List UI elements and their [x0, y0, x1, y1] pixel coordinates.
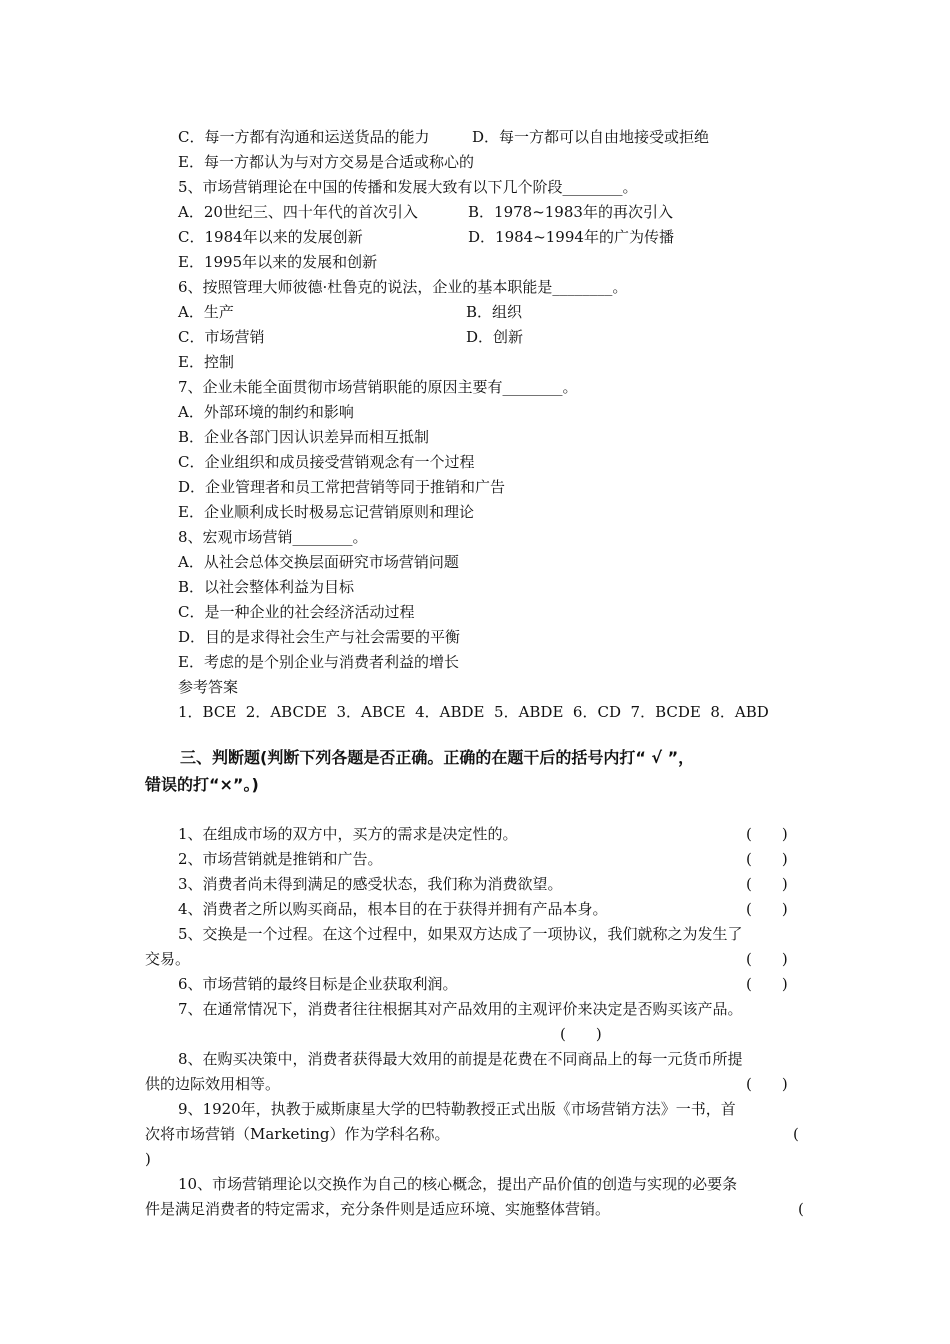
answer-bracket: ( )	[560, 1025, 602, 1043]
q6-stem: 6、按照管理大师彼德·杜鲁克的说法，企业的基本职能是________。	[178, 278, 628, 296]
answer-bracket: ( )	[746, 1075, 788, 1093]
judge-item-7: 7、在通常情况下，消费者往往根据其对产品效用的主观评价来决定是否购买该产品。	[178, 1000, 743, 1018]
q8-option-b: B．以社会整体利益为目标	[178, 578, 355, 596]
q8-option-d: D．目的是求得社会生产与社会需要的平衡	[178, 628, 461, 646]
q5-option-d: D．1984~1994年的广为传播	[468, 228, 674, 246]
answer-bracket: ( )	[746, 900, 788, 918]
open-paren: (	[793, 1125, 799, 1143]
judge-item-2: 2、市场营销就是推销和广告。	[178, 850, 383, 868]
q5-stem: 5、市场营销理论在中国的传播和发展大致有以下几个阶段________。	[178, 178, 638, 196]
judge-section-heading-line1: 三、判断题(判断下列各题是否正确。正确的在题干后的括号内打“ √ ”，	[180, 748, 695, 767]
q7-option-e: E．企业顺利成长时极易忘记营销原则和理论	[178, 503, 474, 521]
q5-option-a: A．20世纪三、四十年代的首次引入	[178, 203, 418, 221]
q5-option-e: E．1995年以来的发展和创新	[178, 253, 378, 271]
answer-bracket: ( )	[746, 850, 788, 868]
answer-bracket: ( )	[746, 825, 788, 843]
q4-option-d: D．每一方都可以自由地接受或拒绝	[472, 128, 710, 146]
q7-stem: 7、企业未能全面贯彻市场营销职能的原因主要有________。	[178, 378, 578, 396]
answer-bracket: ( )	[746, 975, 788, 993]
close-paren: )	[145, 1150, 151, 1168]
judge-item-10-cont: 件是满足消费者的特定需求，充分条件则是适应环境、实施整体营销。	[145, 1200, 611, 1218]
judge-item-6: 6、市场营销的最终目标是企业获取利润。	[178, 975, 458, 993]
answer-bracket: ( )	[746, 875, 788, 893]
q8-option-e: E．考虑的是个别企业与消费者利益的增长	[178, 653, 459, 671]
q4-option-e: E．每一方都认为与对方交易是合适或称心的	[178, 153, 474, 171]
q6-option-c: C．市场营销	[178, 328, 265, 346]
q7-option-b: B．企业各部门因认识差异而相互抵制	[178, 428, 430, 446]
judge-item-4: 4、消费者之所以购买商品，根本目的在于获得并拥有产品本身。	[178, 900, 608, 918]
judge-item-8-cont: 供的边际效用相等。	[145, 1075, 281, 1093]
judge-item-8: 8、在购买决策中，消费者获得最大效用的前提是花费在不同商品上的每一元货币所提	[178, 1050, 743, 1068]
answer-key: 1．BCE 2．ABCDE 3．ABCE 4．ABDE 5．ABDE 6．CD 7．BCDE 8．ABD	[178, 703, 769, 721]
q6-option-a: A．生产	[178, 303, 234, 321]
q7-option-c: C．企业组织和成员接受营销观念有一个过程	[178, 453, 475, 471]
judge-item-5: 5、交换是一个过程。在这个过程中，如果双方达成了一项协议，我们就称之为发生了	[178, 925, 743, 943]
q7-option-d: D．企业管理者和员工常把营销等同于推销和广告	[178, 478, 506, 496]
judge-item-9: 9、1920年，执教于威斯康星大学的巴特勒教授正式出版《市场营销方法》一书，首	[178, 1100, 736, 1118]
judge-item-1: 1、在组成市场的双方中，买方的需求是决定性的。	[178, 825, 518, 843]
judge-item-9-cont: 次将市场营销（Marketing）作为学科名称。	[145, 1125, 450, 1143]
q6-option-d: D．创新	[466, 328, 524, 346]
judge-item-3: 3、消费者尚未得到满足的感受状态，我们称为消费欲望。	[178, 875, 563, 893]
q4-option-c: C．每一方都有沟通和运送货品的能力	[178, 128, 430, 146]
q8-stem: 8、宏观市场营销________。	[178, 528, 368, 546]
answer-bracket: ( )	[746, 950, 788, 968]
judge-section-heading-line2: 错误的打“×”。)	[145, 775, 259, 794]
q6-option-b: B．组织	[466, 303, 523, 321]
q8-option-a: A．从社会总体交换层面研究市场营销问题	[178, 553, 459, 571]
q5-option-c: C．1984年以来的发展创新	[178, 228, 363, 246]
q5-option-b: B．1978~1983年的再次引入	[468, 203, 673, 221]
judge-item-10: 10、市场营销理论以交换作为自己的核心概念，提出产品价值的创造与实现的必要条	[178, 1175, 738, 1193]
judge-item-5-cont: 交易。	[145, 950, 191, 968]
q7-option-a: A．外部环境的制约和影响	[178, 403, 354, 421]
q6-option-e: E．控制	[178, 353, 234, 371]
q8-option-c: C．是一种企业的社会经济活动过程	[178, 603, 415, 621]
answer-title: 参考答案	[178, 678, 239, 696]
open-paren: (	[798, 1200, 804, 1218]
